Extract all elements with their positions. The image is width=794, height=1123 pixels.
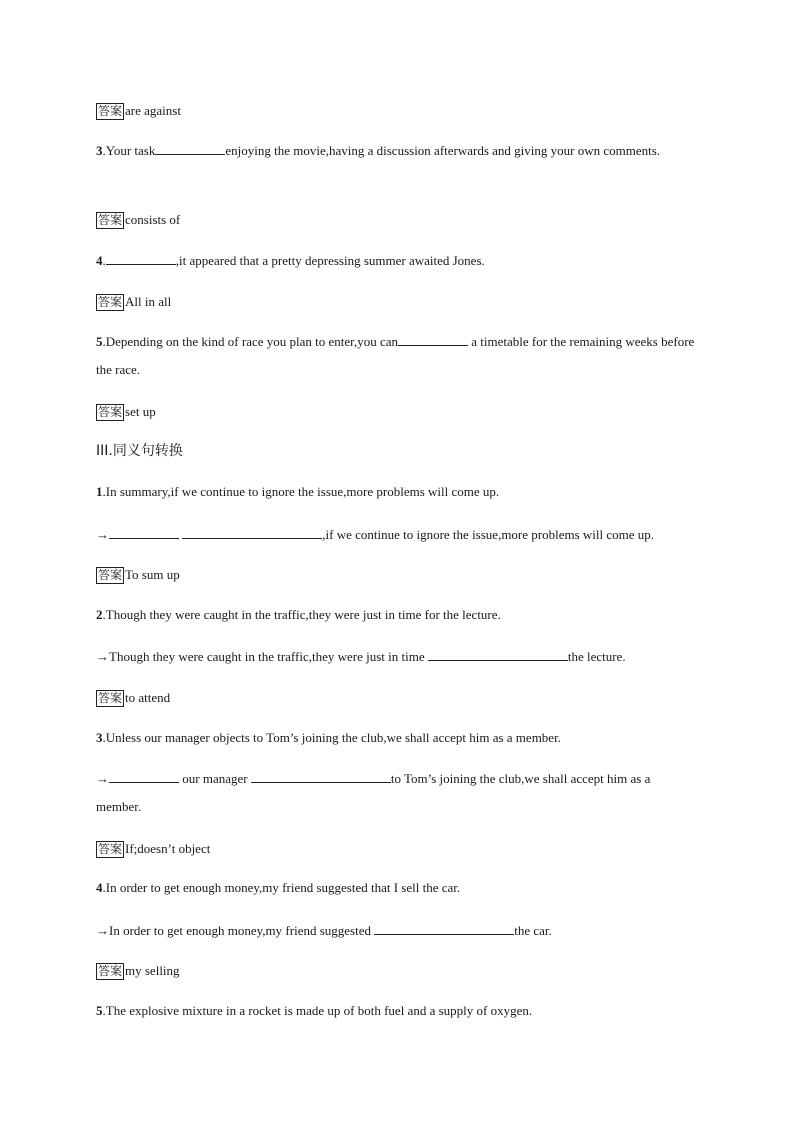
- question-text-start: .Depending on the kind of race you plan to enter,you can: [102, 334, 398, 349]
- rewrite-text: ,if we continue to ignore the issue,more problems will come up.: [322, 527, 655, 542]
- rewrite-answer-2: [96, 688, 698, 707]
- original-sentence: .In summary,if we continue to ignore the issue,more problems will come up.: [102, 484, 500, 499]
- rewrite-text-start: →Though they were caught in the traffic,they were just in time: [96, 649, 428, 664]
- rewrite-text-start: →In order to get enough money,my friend suggested: [96, 923, 375, 938]
- answer-line-2: [96, 101, 698, 120]
- answer-badge: 答案: [98, 690, 123, 705]
- original-sentence: .In order to get enough money,my friend suggested that I sell the car.: [102, 880, 461, 895]
- rewrite-text-mid: our manager: [179, 771, 251, 786]
- answer-badge: 答案: [98, 841, 123, 856]
- fill-blank[interactable]: [251, 769, 391, 783]
- rewrite-text-end: the car.: [514, 923, 552, 938]
- answer-text: to attend: [125, 690, 171, 706]
- fill-blank[interactable]: [155, 141, 225, 155]
- fill-blank[interactable]: [106, 251, 176, 265]
- question-number: 1: [96, 484, 103, 499]
- section-heading: III.同义句转换: [96, 443, 183, 459]
- rewrite-line-2: [96, 647, 698, 666]
- question-text-end: enjoying the movie,having a discussion afterwards and giving your own comments.: [225, 143, 661, 158]
- question-4: [96, 251, 698, 270]
- answer-badge: 答案: [98, 404, 123, 419]
- answer-line-3: [96, 210, 698, 229]
- original-sentence: .The explosive mixture in a rocket is made up of both fuel and a supply of oxygen.: [102, 1003, 533, 1018]
- rewrite-line-4: [96, 921, 698, 940]
- rewrite-answer-3: [96, 839, 698, 858]
- rewrite-text-end: to Tom’s joining the club,we shall accept him as a member.: [96, 771, 651, 814]
- rewrite-line-1: [96, 525, 698, 544]
- answer-badge: 答案: [98, 963, 123, 978]
- rewrite-question-2: [96, 606, 698, 624]
- question-text-start: .Your task: [102, 143, 156, 158]
- answer-text: set up: [125, 404, 156, 420]
- question-number: 4: [96, 253, 103, 268]
- answer-text: If;doesn’t object: [125, 841, 211, 857]
- answer-badge: 答案: [98, 294, 123, 309]
- question-text-end: a timetable for the remaining weeks before the race.: [96, 334, 695, 377]
- answer-badge: 答案: [98, 567, 123, 582]
- answer-line-4: [96, 292, 698, 311]
- fill-blank[interactable]: [109, 769, 179, 783]
- original-sentence: .Unless our manager objects to Tom’s joining the club,we shall accept him as a member.: [102, 730, 561, 745]
- question-number: 5: [96, 334, 103, 349]
- rewrite-answer-4: [96, 961, 698, 980]
- question-number: 3: [96, 730, 103, 745]
- question-number: 3: [96, 143, 103, 158]
- question-text-start: .: [102, 253, 106, 268]
- rewrite-question-5: [96, 1002, 698, 1020]
- question-text-end: ,it appeared that a pretty depressing summer awaited Jones.: [175, 253, 485, 268]
- answer-text: All in all: [125, 294, 172, 310]
- question-number: 2: [96, 607, 103, 622]
- answer-badge: 答案: [98, 103, 123, 118]
- answer-text: are against: [125, 103, 181, 119]
- fill-blank[interactable]: [428, 647, 568, 661]
- arrow-symbol: →: [96, 771, 109, 786]
- original-sentence: .Though they were caught in the traffic,they were just in time for the lecture.: [102, 607, 501, 622]
- question-number: 4: [96, 880, 103, 895]
- rewrite-answer-1: [96, 565, 698, 584]
- fill-blank[interactable]: [398, 332, 468, 346]
- rewrite-text-end: the lecture.: [567, 649, 626, 664]
- fill-blank[interactable]: [182, 525, 322, 539]
- fill-blank[interactable]: [374, 921, 514, 935]
- question-3: [96, 137, 698, 165]
- arrow-symbol: →: [96, 527, 109, 542]
- question-number: 5: [96, 1003, 103, 1018]
- answer-badge: 答案: [98, 212, 123, 227]
- rewrite-question-3: [96, 729, 698, 747]
- rewrite-question-1: [96, 483, 698, 501]
- question-5: [96, 328, 698, 384]
- fill-blank[interactable]: [109, 525, 179, 539]
- answer-line-5: [96, 402, 698, 421]
- answer-text: consists of: [125, 212, 181, 228]
- answer-text: To sum up: [125, 567, 180, 583]
- rewrite-line-3: [96, 765, 698, 821]
- answer-text: my selling: [125, 963, 180, 979]
- rewrite-question-4: [96, 879, 698, 897]
